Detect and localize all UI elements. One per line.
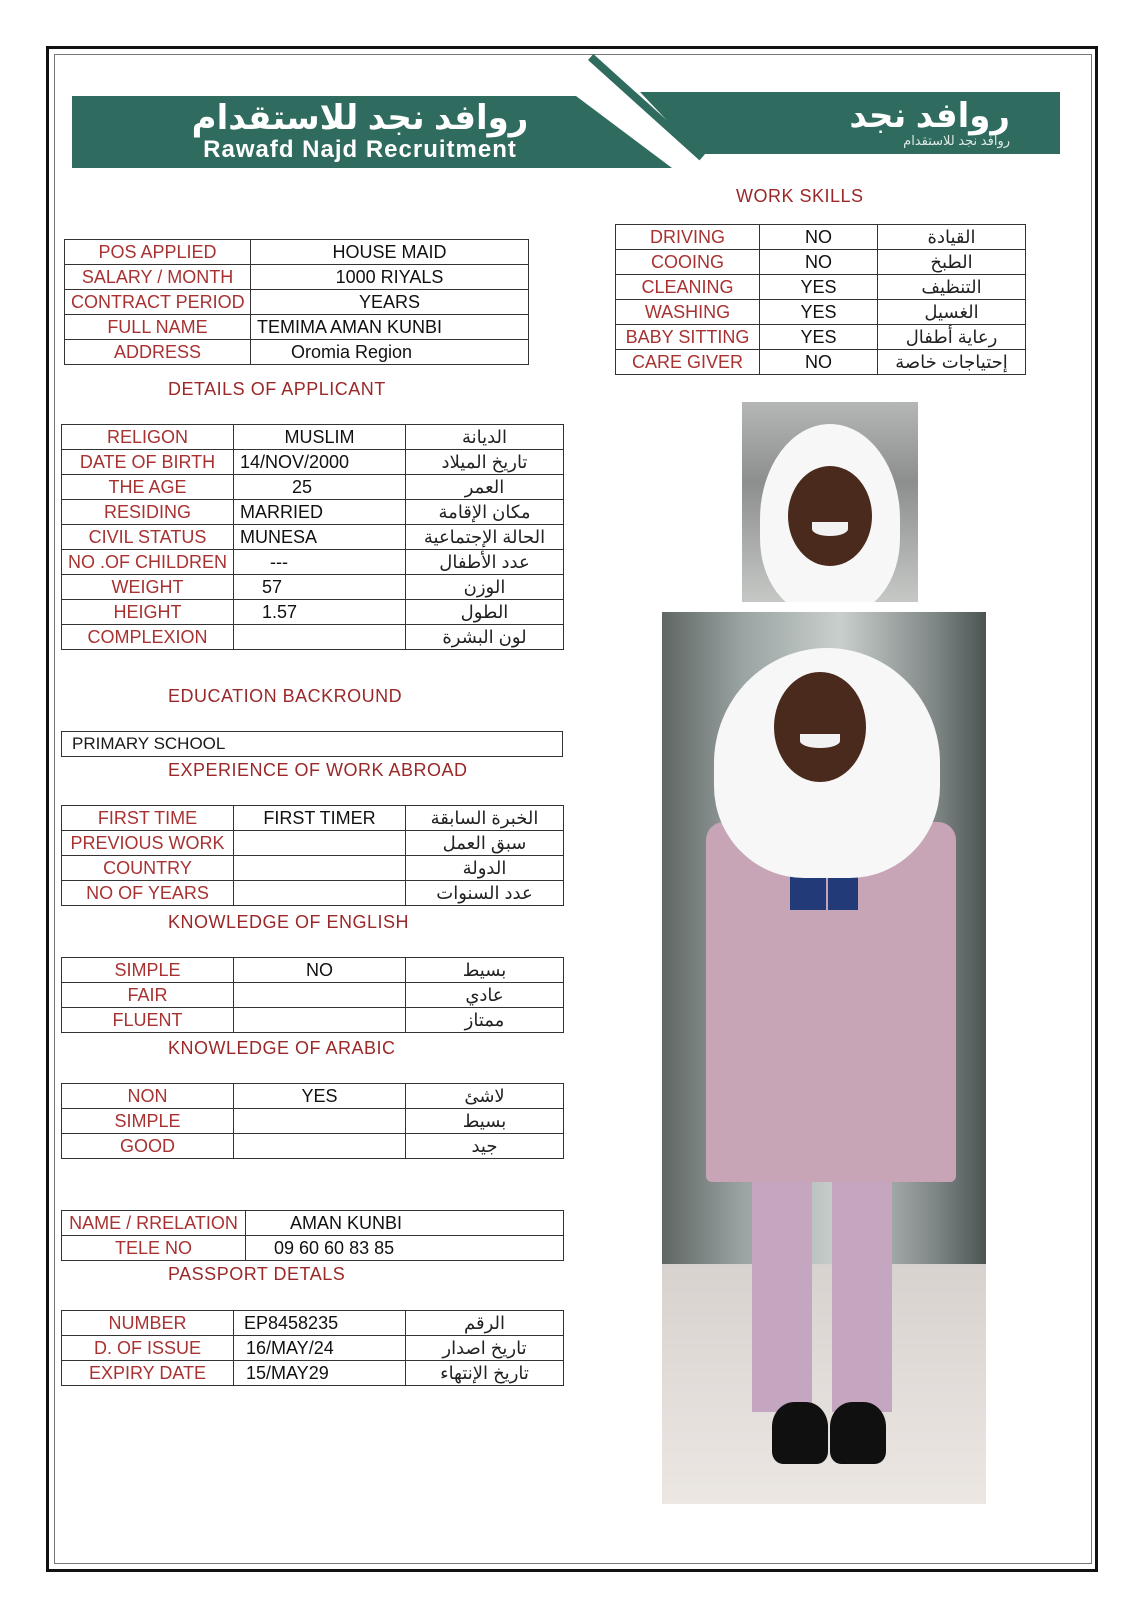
- field-label: SIMPLE: [62, 1109, 234, 1134]
- field-label-arabic: تاريخ الإنتهاء: [406, 1361, 564, 1386]
- table-row: [62, 1109, 564, 1134]
- field-label: GOOD: [62, 1134, 234, 1159]
- field-label: NUMBER: [62, 1311, 234, 1336]
- field-label-arabic: عادي: [406, 983, 564, 1008]
- skill-value: NO: [760, 350, 878, 375]
- field-label: CIVIL STATUS: [62, 525, 234, 550]
- table-row: [62, 983, 564, 1008]
- position-table: [64, 239, 529, 365]
- table-row: [65, 315, 529, 340]
- passport-table: [61, 1310, 564, 1386]
- table-row: [62, 500, 564, 525]
- skill-label-arabic: التنظيف: [878, 275, 1026, 300]
- table-row: [616, 350, 1026, 375]
- table-row: [62, 600, 564, 625]
- table-row: [616, 325, 1026, 350]
- face-shape: [788, 466, 872, 566]
- field-value: YEARS: [251, 290, 529, 315]
- skill-label-arabic: الطبخ: [878, 250, 1026, 275]
- field-value: ---: [234, 550, 406, 575]
- applicant-full-body-photo: [662, 612, 986, 1504]
- work-skills-title: WORK SKILLS: [736, 186, 864, 206]
- skill-label-arabic: رعاية أطفال: [878, 325, 1026, 350]
- skill-label: CARE GIVER: [616, 350, 760, 375]
- field-value: MARRIED: [234, 500, 406, 525]
- field-label-arabic: بسيط: [406, 1109, 564, 1134]
- table-row: [62, 1361, 564, 1386]
- field-label: RELIGON: [62, 425, 234, 450]
- field-value: YES: [234, 1084, 406, 1109]
- skill-label: DRIVING: [616, 225, 760, 250]
- field-label: SALARY / MONTH: [65, 265, 251, 290]
- field-label: FIRST TIME: [62, 806, 234, 831]
- field-value: [234, 831, 406, 856]
- field-value: 57: [234, 575, 406, 600]
- floor-shape: [662, 1264, 986, 1504]
- table-row: [62, 625, 564, 650]
- field-value: 1.57: [234, 600, 406, 625]
- field-label: WEIGHT: [62, 575, 234, 600]
- education-table: [61, 731, 563, 757]
- skill-value: YES: [760, 300, 878, 325]
- skill-label-arabic: إحتياجات خاصة: [878, 350, 1026, 375]
- table-row: [62, 1311, 564, 1336]
- field-value: [234, 1008, 406, 1033]
- experience-table: [61, 805, 564, 906]
- field-value: [234, 983, 406, 1008]
- field-label: NON: [62, 1084, 234, 1109]
- field-label: NAME / RRELATION: [62, 1211, 246, 1236]
- field-value: 14/NOV/2000: [234, 450, 406, 475]
- field-label-arabic: الوزن: [406, 575, 564, 600]
- field-value: [234, 856, 406, 881]
- address-value: Oromia Region: [251, 340, 529, 365]
- field-label-arabic: الديانة: [406, 425, 564, 450]
- field-label: NO OF YEARS: [62, 881, 234, 906]
- field-label-arabic: تاريخ الميلاد: [406, 450, 564, 475]
- field-label-arabic: الدولة: [406, 856, 564, 881]
- field-label: FAIR: [62, 983, 234, 1008]
- applicant-title: DETAILS OF APPLICANT: [168, 379, 386, 399]
- table-row: [62, 1008, 564, 1033]
- education-value: PRIMARY SCHOOL: [62, 732, 563, 757]
- shoe-left: [772, 1402, 828, 1464]
- field-value: 25: [234, 475, 406, 500]
- applicant-portrait-photo: [742, 402, 918, 602]
- table-row: [65, 340, 529, 365]
- arabic-table: [61, 1083, 564, 1159]
- field-label-arabic: عدد الأطفال: [406, 550, 564, 575]
- field-value: MUNESA: [234, 525, 406, 550]
- shoe-right: [830, 1402, 886, 1464]
- face-shape: [774, 672, 866, 782]
- table-row: [62, 1236, 564, 1261]
- table-row: [62, 425, 564, 450]
- field-label: PREVIOUS WORK: [62, 831, 234, 856]
- field-label: SIMPLE: [62, 958, 234, 983]
- company-logo: روافد نجد: [849, 97, 1010, 135]
- field-label: NO .OF CHILDREN: [62, 550, 234, 575]
- field-label-arabic: لاشئ: [406, 1084, 564, 1109]
- table-row: [62, 1084, 564, 1109]
- skill-label: CLEANING: [616, 275, 760, 300]
- table-row: [62, 806, 564, 831]
- field-label-arabic: بسيط: [406, 958, 564, 983]
- field-value: [234, 625, 406, 650]
- field-label: RESIDING: [62, 500, 234, 525]
- brand-name-english: Rawafd Najd Recruitment: [203, 136, 517, 163]
- table-row: [62, 831, 564, 856]
- table-row: [616, 275, 1026, 300]
- relation-name-value: AMAN KUNBI: [246, 1211, 564, 1236]
- skill-label: COOING: [616, 250, 760, 275]
- field-label-arabic: الحالة الإجتماعية: [406, 525, 564, 550]
- table-row: [62, 450, 564, 475]
- field-label: TELE NO: [62, 1236, 246, 1261]
- english-title: KNOWLEDGE OF ENGLISH: [168, 912, 410, 932]
- skill-label-arabic: القيادة: [878, 225, 1026, 250]
- field-label: ADDRESS: [65, 340, 251, 365]
- table-row: [62, 550, 564, 575]
- field-label-arabic: العمر: [406, 475, 564, 500]
- table-row: [62, 525, 564, 550]
- skill-value: NO: [760, 225, 878, 250]
- table-row: [65, 265, 529, 290]
- field-label: DATE OF BIRTH: [62, 450, 234, 475]
- field-label: D. OF ISSUE: [62, 1336, 234, 1361]
- field-label: HEIGHT: [62, 600, 234, 625]
- smile-shape: [812, 522, 848, 536]
- field-label-arabic: مكان الإقامة: [406, 500, 564, 525]
- english-table: [61, 957, 564, 1033]
- field-value: HOUSE MAID: [251, 240, 529, 265]
- field-label-arabic: سبق العمل: [406, 831, 564, 856]
- field-value: FIRST TIMER: [234, 806, 406, 831]
- table-row: [62, 575, 564, 600]
- field-value: EP8458235: [234, 1311, 406, 1336]
- field-label: THE AGE: [62, 475, 234, 500]
- company-logo-subtitle: روافد نجد للاستقدام: [903, 133, 1010, 148]
- applicant-table: [61, 424, 564, 650]
- skill-value: YES: [760, 325, 878, 350]
- field-label: CONTRACT PERIOD: [65, 290, 251, 315]
- table-row: [62, 732, 563, 757]
- field-label: FLUENT: [62, 1008, 234, 1033]
- field-label-arabic: لون البشرة: [406, 625, 564, 650]
- table-row: [62, 1211, 564, 1236]
- education-title: EDUCATION BACKROUND: [168, 686, 403, 706]
- arabic-title: KNOWLEDGE OF ARABIC: [168, 1038, 396, 1058]
- passport-title: PASSPORT DETALS: [168, 1264, 346, 1284]
- skill-value: YES: [760, 275, 878, 300]
- table-row: [65, 290, 529, 315]
- trouser-left: [752, 1172, 812, 1412]
- field-label: FULL NAME: [65, 315, 251, 340]
- field-label-arabic: جيد: [406, 1134, 564, 1159]
- field-value: [234, 881, 406, 906]
- table-row: [616, 225, 1026, 250]
- table-row: [62, 958, 564, 983]
- table-row: [62, 1336, 564, 1361]
- table-row: [616, 250, 1026, 275]
- trouser-right: [832, 1172, 892, 1412]
- table-row: [62, 1134, 564, 1159]
- full-name-value: TEMIMA AMAN KUNBI: [251, 315, 529, 340]
- field-value: 1000 RIYALS: [251, 265, 529, 290]
- field-label-arabic: الطول: [406, 600, 564, 625]
- skill-label-arabic: الغسيل: [878, 300, 1026, 325]
- field-label-arabic: عدد السنوات: [406, 881, 564, 906]
- skill-value: NO: [760, 250, 878, 275]
- field-label: COUNTRY: [62, 856, 234, 881]
- table-row: [62, 475, 564, 500]
- contact-table: [61, 1210, 564, 1261]
- field-label-arabic: الرقم: [406, 1311, 564, 1336]
- field-value: [234, 1134, 406, 1159]
- field-value: NO: [234, 958, 406, 983]
- field-value: MUSLIM: [234, 425, 406, 450]
- brand-name-arabic: روافد نجد للاستقدام: [191, 99, 529, 137]
- smile-shape: [800, 734, 840, 748]
- field-label-arabic: تاريخ اصدار: [406, 1336, 564, 1361]
- field-label: COMPLEXION: [62, 625, 234, 650]
- telephone-value: 09 60 60 83 85: [246, 1236, 564, 1261]
- field-label-arabic: الخبرة السابقة: [406, 806, 564, 831]
- field-value: [234, 1109, 406, 1134]
- table-row: [62, 856, 564, 881]
- table-row: [616, 300, 1026, 325]
- field-label-arabic: ممتاز: [406, 1008, 564, 1033]
- skill-label: BABY SITTING: [616, 325, 760, 350]
- field-value: 15/MAY29: [234, 1361, 406, 1386]
- experience-title: EXPERIENCE OF WORK ABROAD: [168, 760, 468, 780]
- work-skills-table: [615, 224, 1026, 375]
- table-row: [62, 881, 564, 906]
- field-label: POS APPLIED: [65, 240, 251, 265]
- table-row: [65, 240, 529, 265]
- field-label: EXPIRY DATE: [62, 1361, 234, 1386]
- field-value: 16/MAY/24: [234, 1336, 406, 1361]
- skill-label: WASHING: [616, 300, 760, 325]
